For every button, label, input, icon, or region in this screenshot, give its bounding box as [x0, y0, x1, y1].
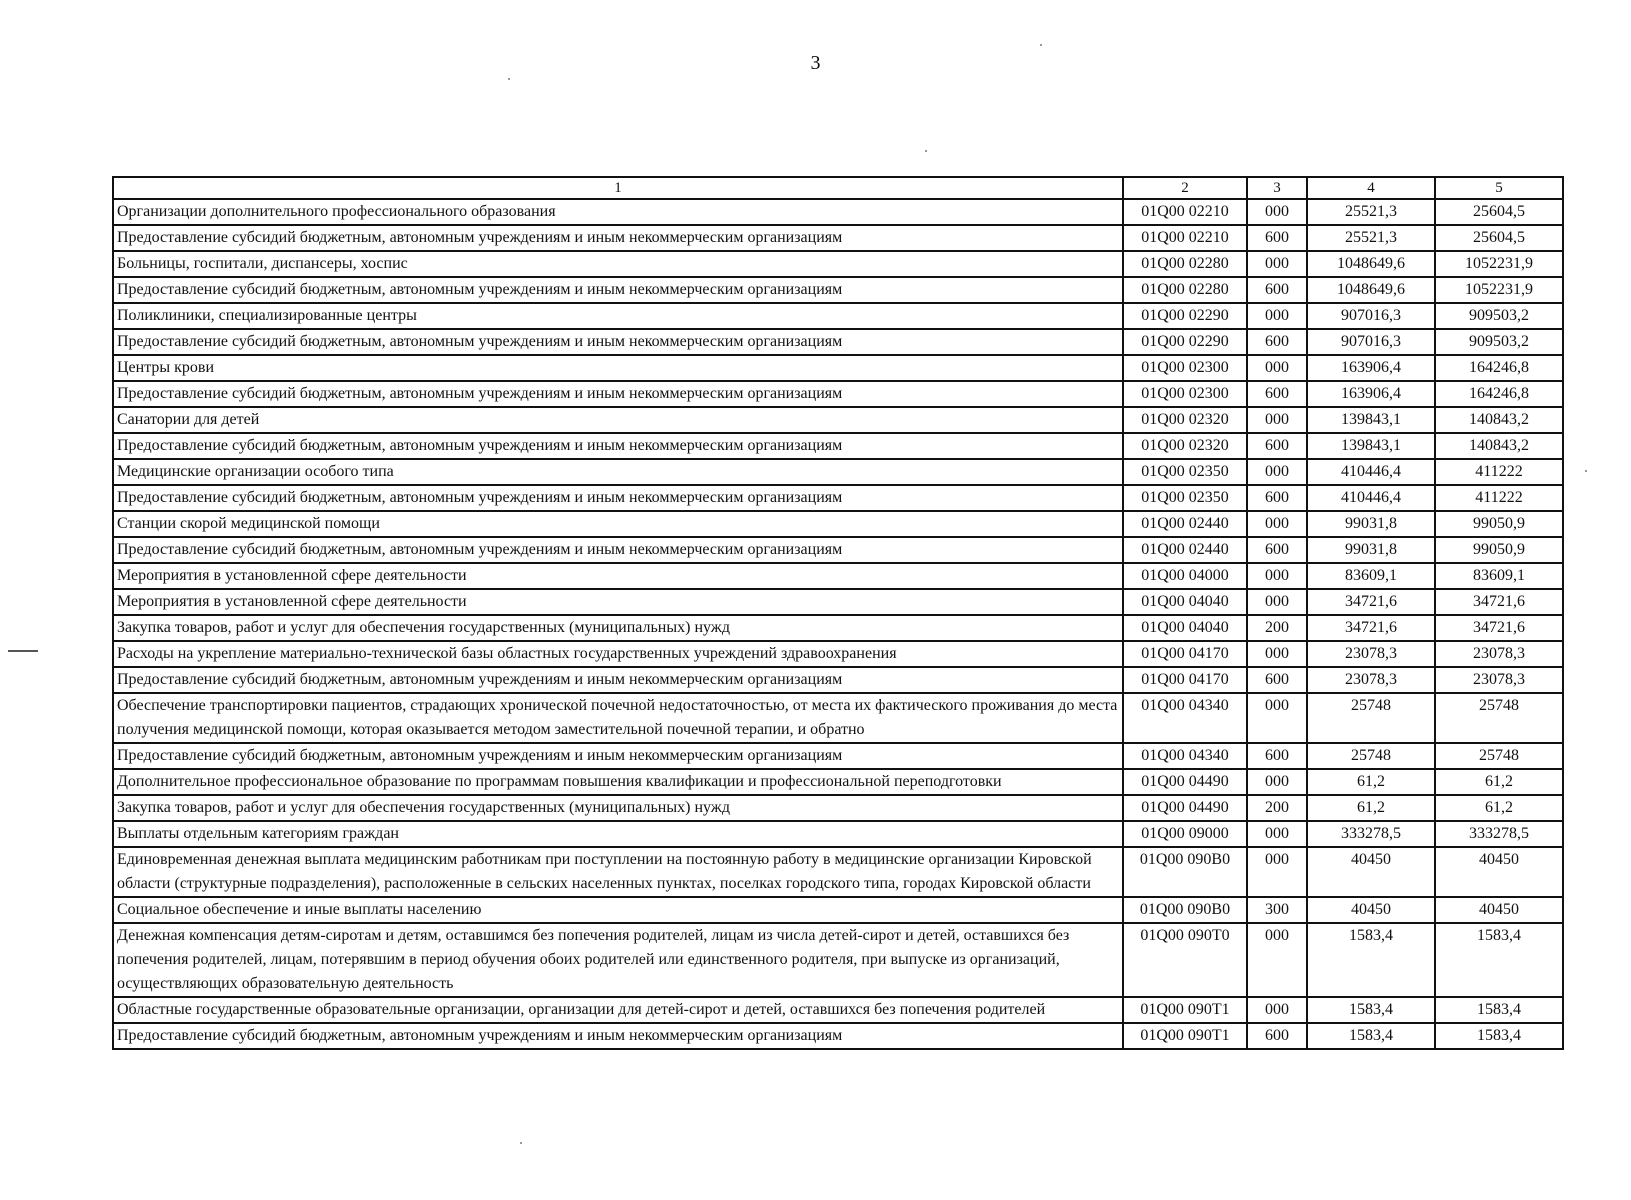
table-row	[113, 743, 1563, 769]
table-row	[113, 329, 1563, 355]
row-value-col4: 23078,3	[1307, 641, 1435, 667]
row-expense-type: 000	[1247, 997, 1307, 1023]
row-expense-type: 000	[1247, 407, 1307, 433]
table-row	[113, 277, 1563, 303]
row-name: Предоставление субсидий бюджетным, автономным учреждениям и иным некоммерческим организациям	[113, 667, 1123, 693]
scan-speck	[1585, 470, 1587, 472]
row-name: Расходы на укрепление материально-технической базы областных государственных учреждений здравоохранения	[113, 641, 1123, 667]
table-row	[113, 537, 1563, 563]
row-code: 01Q00 09000	[1123, 821, 1247, 847]
header-col-5: 5	[1435, 177, 1563, 199]
row-name: Социальное обеспечение и иные выплаты населению	[113, 897, 1123, 923]
row-value-col4: 99031,8	[1307, 537, 1435, 563]
row-code: 01Q00 02280	[1123, 277, 1247, 303]
table-header-row	[113, 177, 1563, 199]
row-value-col4: 410446,4	[1307, 485, 1435, 511]
row-name: Обеспечение транспортировки пациентов, страдающих хронической почечной недостаточностью, от места их фактического проживания до места получения медицинской помощи, которая оказывается методом заместительной почечной терапии, и обратно	[113, 693, 1123, 743]
row-expense-type: 600	[1247, 537, 1307, 563]
row-expense-type: 000	[1247, 769, 1307, 795]
table-row	[113, 433, 1563, 459]
row-name: Предоставление субсидий бюджетным, автономным учреждениям и иным некоммерческим организациям	[113, 743, 1123, 769]
row-expense-type: 000	[1247, 199, 1307, 225]
row-code: 01Q00 04000	[1123, 563, 1247, 589]
table-row	[113, 251, 1563, 277]
row-expense-type: 600	[1247, 667, 1307, 693]
row-code: 01Q00 090T0	[1123, 923, 1247, 997]
table-row	[113, 381, 1563, 407]
row-name: Предоставление субсидий бюджетным, автономным учреждениям и иным некоммерческим организациям	[113, 225, 1123, 251]
row-value-col5: 909503,2	[1435, 303, 1563, 329]
row-value-col4: 25521,3	[1307, 199, 1435, 225]
row-code: 01Q00 02350	[1123, 459, 1247, 485]
row-value-col5: 99050,9	[1435, 511, 1563, 537]
row-code: 01Q00 02300	[1123, 381, 1247, 407]
scan-mark	[8, 650, 38, 652]
row-code: 01Q00 02210	[1123, 225, 1247, 251]
row-expense-type: 600	[1247, 225, 1307, 251]
row-value-col4: 907016,3	[1307, 303, 1435, 329]
row-expense-type: 600	[1247, 277, 1307, 303]
row-code: 01Q00 04040	[1123, 615, 1247, 641]
table-row	[113, 821, 1563, 847]
row-expense-type: 200	[1247, 615, 1307, 641]
row-value-col5: 140843,2	[1435, 433, 1563, 459]
row-value-col5: 1052231,9	[1435, 277, 1563, 303]
row-name: Предоставление субсидий бюджетным, автономным учреждениям и иным некоммерческим организациям	[113, 329, 1123, 355]
row-expense-type: 600	[1247, 381, 1307, 407]
row-value-col4: 34721,6	[1307, 589, 1435, 615]
row-value-col4: 23078,3	[1307, 667, 1435, 693]
header-col-3: 3	[1247, 177, 1307, 199]
row-value-col4: 61,2	[1307, 795, 1435, 821]
row-value-col4: 25748	[1307, 693, 1435, 743]
row-name: Предоставление субсидий бюджетным, автономным учреждениям и иным некоммерческим организациям	[113, 537, 1123, 563]
row-code: 01Q00 04490	[1123, 769, 1247, 795]
row-value-col5: 140843,2	[1435, 407, 1563, 433]
row-value-col4: 1048649,6	[1307, 251, 1435, 277]
page-number: 3	[810, 52, 821, 74]
table-row	[113, 303, 1563, 329]
row-value-col5: 25604,5	[1435, 199, 1563, 225]
row-value-col4: 333278,5	[1307, 821, 1435, 847]
table-row	[113, 589, 1563, 615]
row-name: Медицинские организации особого типа	[113, 459, 1123, 485]
row-name: Центры крови	[113, 355, 1123, 381]
row-name: Предоставление субсидий бюджетным, автономным учреждениям и иным некоммерческим организациям	[113, 381, 1123, 407]
row-expense-type: 000	[1247, 563, 1307, 589]
row-value-col5: 61,2	[1435, 795, 1563, 821]
table-row	[113, 693, 1563, 743]
row-expense-type: 300	[1247, 897, 1307, 923]
row-expense-type: 000	[1247, 923, 1307, 997]
table-row	[113, 615, 1563, 641]
row-value-col5: 1583,4	[1435, 1023, 1563, 1049]
row-expense-type: 600	[1247, 1023, 1307, 1049]
header-col-1: 1	[113, 177, 1123, 199]
row-name: Дополнительное профессиональное образование по программам повышения квалификации и профессиональной переподготовки	[113, 769, 1123, 795]
table-row	[113, 485, 1563, 511]
row-value-col5: 164246,8	[1435, 381, 1563, 407]
row-code: 01Q00 02290	[1123, 329, 1247, 355]
scan-speck	[925, 150, 927, 152]
table-row	[113, 459, 1563, 485]
row-value-col5: 25604,5	[1435, 225, 1563, 251]
row-value-col4: 139843,1	[1307, 407, 1435, 433]
row-value-col5: 61,2	[1435, 769, 1563, 795]
row-code: 01Q00 090T1	[1123, 1023, 1247, 1049]
row-value-col5: 83609,1	[1435, 563, 1563, 589]
row-value-col4: 1583,4	[1307, 1023, 1435, 1049]
row-value-col4: 25748	[1307, 743, 1435, 769]
row-code: 01Q00 02300	[1123, 355, 1247, 381]
row-value-col4: 139843,1	[1307, 433, 1435, 459]
row-value-col4: 410446,4	[1307, 459, 1435, 485]
table-row	[113, 923, 1563, 997]
row-name: Больницы, госпитали, диспансеры, хоспис	[113, 251, 1123, 277]
row-value-col5: 34721,6	[1435, 589, 1563, 615]
row-expense-type: 600	[1247, 329, 1307, 355]
row-value-col5: 25748	[1435, 743, 1563, 769]
row-code: 01Q00 02320	[1123, 433, 1247, 459]
table-row	[113, 355, 1563, 381]
row-value-col4: 40450	[1307, 897, 1435, 923]
row-expense-type: 600	[1247, 485, 1307, 511]
row-value-col5: 333278,5	[1435, 821, 1563, 847]
table-row	[113, 511, 1563, 537]
row-value-col5: 34721,6	[1435, 615, 1563, 641]
table-row	[113, 795, 1563, 821]
row-code: 01Q00 04490	[1123, 795, 1247, 821]
table-row	[113, 225, 1563, 251]
row-name: Единовременная денежная выплата медицинским работникам при поступлении на постоянную работу в медицинские организации Кировской области (структурные подразделения), расположенные в сельских населенных пунктах, поселках городского типа, городах Кировской области	[113, 847, 1123, 897]
row-name: Санатории для детей	[113, 407, 1123, 433]
row-name: Закупка товаров, работ и услуг для обеспечения государственных (муниципальных) нужд	[113, 615, 1123, 641]
row-name: Предоставление субсидий бюджетным, автономным учреждениям и иным некоммерческим организациям	[113, 433, 1123, 459]
row-code: 01Q00 02350	[1123, 485, 1247, 511]
row-name: Предоставление субсидий бюджетным, автономным учреждениям и иным некоммерческим организациям	[113, 277, 1123, 303]
row-name: Выплаты отдельным категориям граждан	[113, 821, 1123, 847]
scan-speck	[508, 78, 510, 80]
row-value-col4: 34721,6	[1307, 615, 1435, 641]
row-code: 01Q00 02440	[1123, 511, 1247, 537]
table-row	[113, 407, 1563, 433]
table-row	[113, 667, 1563, 693]
row-expense-type: 000	[1247, 693, 1307, 743]
row-value-col5: 40450	[1435, 847, 1563, 897]
row-name: Закупка товаров, работ и услуг для обеспечения государственных (муниципальных) нужд	[113, 795, 1123, 821]
row-value-col5: 23078,3	[1435, 641, 1563, 667]
scan-speck	[520, 1142, 522, 1144]
row-code: 01Q00 02320	[1123, 407, 1247, 433]
row-code: 01Q00 04170	[1123, 641, 1247, 667]
row-code: 01Q00 02210	[1123, 199, 1247, 225]
table-row	[113, 1023, 1563, 1049]
table-row	[113, 641, 1563, 667]
row-name: Организации дополнительного профессионального образования	[113, 199, 1123, 225]
row-name: Денежная компенсация детям-сиротам и детям, оставшимся без попечения родителей, лицам из числа детей-сирот и детей, оставшихся без попечения родителей, лицам, потерявшим в период обучения обоих родителей или единственного родителя, при выпуске из организаций, осуществляющих образовательную деятельность	[113, 923, 1123, 997]
row-expense-type: 000	[1247, 303, 1307, 329]
row-value-col5: 909503,2	[1435, 329, 1563, 355]
scan-speck	[1040, 44, 1042, 46]
row-expense-type: 000	[1247, 821, 1307, 847]
row-expense-type: 600	[1247, 743, 1307, 769]
row-code: 01Q00 02280	[1123, 251, 1247, 277]
row-value-col4: 1048649,6	[1307, 277, 1435, 303]
row-expense-type: 000	[1247, 459, 1307, 485]
budget-table	[112, 176, 1564, 1050]
row-value-col5: 25748	[1435, 693, 1563, 743]
row-value-col5: 40450	[1435, 897, 1563, 923]
row-expense-type: 000	[1247, 847, 1307, 897]
row-expense-type: 000	[1247, 251, 1307, 277]
row-value-col5: 99050,9	[1435, 537, 1563, 563]
row-value-col5: 1052231,9	[1435, 251, 1563, 277]
header-col-2: 2	[1123, 177, 1247, 199]
row-value-col4: 1583,4	[1307, 997, 1435, 1023]
row-expense-type: 000	[1247, 355, 1307, 381]
row-value-col5: 411222	[1435, 459, 1563, 485]
table-row	[113, 847, 1563, 897]
row-name: Станции скорой медицинской помощи	[113, 511, 1123, 537]
row-value-col5: 411222	[1435, 485, 1563, 511]
row-value-col4: 907016,3	[1307, 329, 1435, 355]
row-code: 01Q00 090B0	[1123, 847, 1247, 897]
row-value-col4: 25521,3	[1307, 225, 1435, 251]
row-value-col4: 83609,1	[1307, 563, 1435, 589]
row-code: 01Q00 04040	[1123, 589, 1247, 615]
table-row	[113, 897, 1563, 923]
row-name: Мероприятия в установленной сфере деятельности	[113, 589, 1123, 615]
row-code: 01Q00 090T1	[1123, 997, 1247, 1023]
table-row	[113, 997, 1563, 1023]
row-value-col4: 99031,8	[1307, 511, 1435, 537]
row-code: 01Q00 02440	[1123, 537, 1247, 563]
row-value-col4: 1583,4	[1307, 923, 1435, 997]
row-value-col5: 164246,8	[1435, 355, 1563, 381]
row-expense-type: 200	[1247, 795, 1307, 821]
row-name: Предоставление субсидий бюджетным, автономным учреждениям и иным некоммерческим организациям	[113, 485, 1123, 511]
row-value-col4: 163906,4	[1307, 381, 1435, 407]
row-name: Областные государственные образовательные организации, организации для детей-сирот и детей, оставшихся без попечения родителей	[113, 997, 1123, 1023]
row-expense-type: 000	[1247, 641, 1307, 667]
header-col-4: 4	[1307, 177, 1435, 199]
row-code: 01Q00 090B0	[1123, 897, 1247, 923]
row-value-col4: 61,2	[1307, 769, 1435, 795]
table-row	[113, 769, 1563, 795]
row-name: Мероприятия в установленной сфере деятельности	[113, 563, 1123, 589]
row-name: Поликлиники, специализированные центры	[113, 303, 1123, 329]
row-value-col5: 1583,4	[1435, 997, 1563, 1023]
row-value-col5: 23078,3	[1435, 667, 1563, 693]
row-expense-type: 000	[1247, 511, 1307, 537]
row-code: 01Q00 04340	[1123, 693, 1247, 743]
row-code: 01Q00 04170	[1123, 667, 1247, 693]
row-code: 01Q00 02290	[1123, 303, 1247, 329]
table-row	[113, 199, 1563, 225]
row-value-col5: 1583,4	[1435, 923, 1563, 997]
table-row	[113, 563, 1563, 589]
row-code: 01Q00 04340	[1123, 743, 1247, 769]
row-expense-type: 000	[1247, 589, 1307, 615]
row-value-col4: 163906,4	[1307, 355, 1435, 381]
row-expense-type: 600	[1247, 433, 1307, 459]
row-value-col4: 40450	[1307, 847, 1435, 897]
row-name: Предоставление субсидий бюджетным, автономным учреждениям и иным некоммерческим организациям	[113, 1023, 1123, 1049]
